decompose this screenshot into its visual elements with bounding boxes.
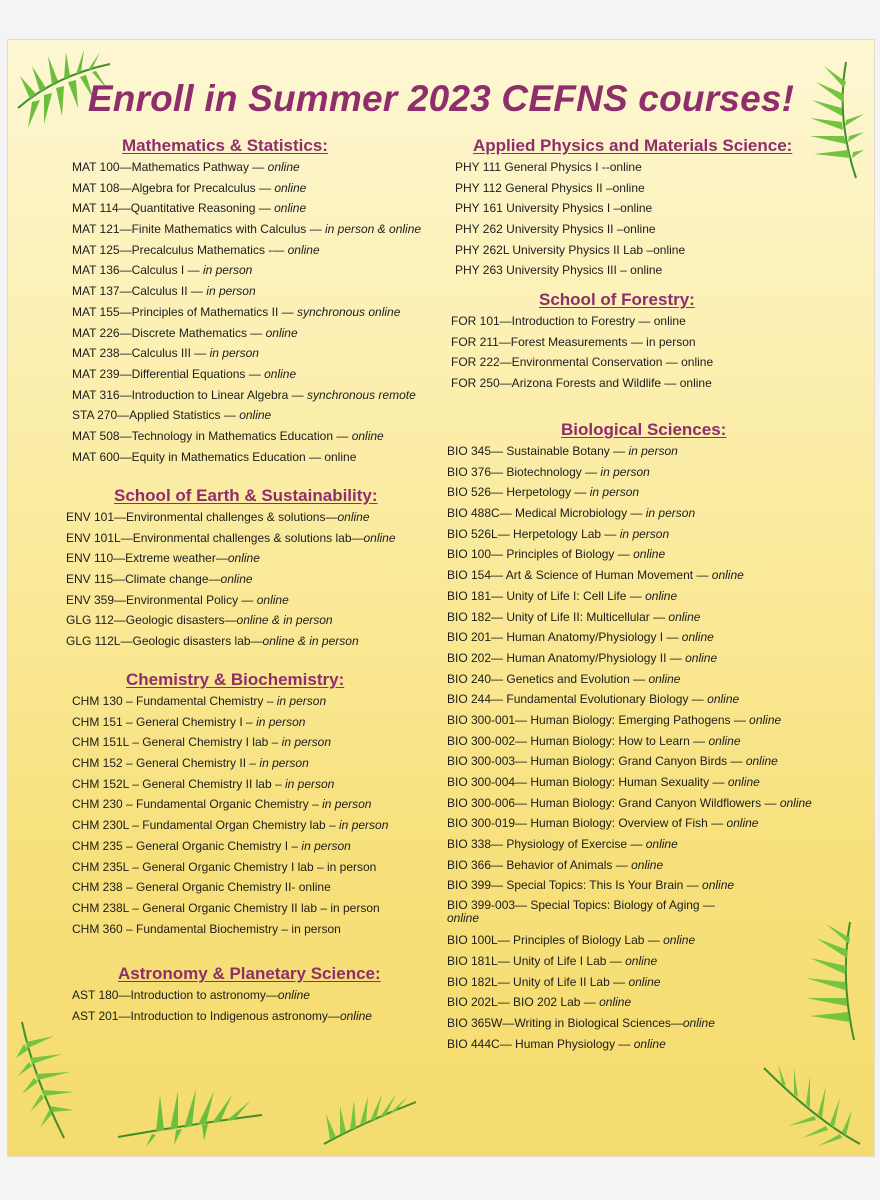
course-name: BIO 240— Genetics and Evolution — [447,671,649,686]
course-item [72,794,388,815]
course-name: CHM 235 – General Organic Chemistry I – [72,838,302,853]
section-astronomy [72,964,381,1026]
course-item [72,302,421,323]
course-name: CHM 238 – General Organic Chemistry II- online [72,880,331,895]
course-item [447,648,812,669]
course-delivery-mode: online [264,366,297,381]
course-name: BIO 444C— Human Physiology — [447,1036,634,1051]
section-mathematics [72,136,421,467]
course-name: BIO 202— Human Anatomy/Physiology II — [447,650,686,665]
course-name: CHM 360 – Fundamental Biochemistry – in person [72,921,341,936]
course-item [455,178,792,199]
course-item [72,385,421,406]
course-item [447,503,812,524]
course-delivery-mode: online [711,568,744,583]
course-delivery-mode: online & in person [262,634,359,649]
course-delivery-mode: online [351,428,384,443]
course-item [72,343,421,364]
course-item [447,1013,812,1034]
course-name: CHM 152L – General Chemistry II lab – [72,776,285,791]
course-item [447,813,812,834]
course-delivery-mode: in person [322,797,372,812]
course-name: MAT 239—Differential Equations — [72,366,265,381]
course-name: CHM 230L – Fundamental Organ Chemistry lab – [72,818,340,833]
course-delivery-mode: online [256,592,289,607]
course-delivery-mode: online [628,974,661,989]
course-delivery-mode: online [625,953,658,968]
course-name: MAT 155—Principles of Mathematics II — [72,304,297,319]
course-name: FOR 101—Introduction to Forestry — online [451,314,686,328]
course-item [447,544,812,565]
course-delivery-mode: online [726,816,759,831]
course-name: CHM 151 – General Chemistry I – [72,714,257,729]
course-name: BIO 399-003— Special Topics: Biology of Aging — [447,898,715,913]
section-chemistry [72,670,388,939]
palm-leaf-bottom-center [320,1090,420,1148]
course-item [447,524,812,545]
course-delivery-mode: in person [209,346,259,361]
course-name: MAT 137—Calculus II — [72,284,207,299]
course-item [72,240,421,261]
course-item [447,586,812,607]
course-item [66,631,396,652]
course-item [447,992,812,1013]
course-name: BIO 376— Biotechnology — [447,464,601,479]
course-name: BIO 154— Art & Science of Human Movement — [447,568,712,583]
course-delivery-mode: online [633,1036,666,1051]
course-item [72,732,388,753]
course-item [72,712,388,733]
section-heading: Applied Physics and Materials Science: [473,136,793,155]
course-item [451,332,713,353]
course-name: ENV 101—Environmental challenges & solutions— [66,510,338,524]
course-name: FOR 211—Forest Measurements — in person [451,334,696,349]
course-name: BIO 100— Principles of Biology — [447,547,634,562]
course-name: BIO 300-019— Human Biology: Overview of Fish — [447,816,727,831]
course-name: CHM 130 – Fundamental Chemistry – [72,694,277,708]
course-name: MAT 600—Equity in Mathematics Education — online [72,449,357,464]
course-name: BIO 201— Human Anatomy/Physiology I — [447,630,682,645]
course-item [451,352,713,373]
course-item [72,405,421,426]
course-name: BIO 300-002— Human Biology: How to Learn — [447,733,709,748]
course-delivery-mode: online [227,551,260,566]
palm-leaf-bottom-center-left [116,1085,266,1147]
course-delivery-mode: in person [600,464,650,479]
course-delivery-mode: online & in person [236,613,333,628]
course-name: BIO 182L— Unity of Life II Lab — [447,974,629,989]
course-item [72,426,421,447]
course-delivery-mode: online [645,588,678,603]
course-flyer [8,40,874,1156]
course-delivery-mode: online [682,1015,715,1030]
course-name: CHM 235L – General Organic Chemistry I lab – in person [72,859,377,874]
course-item [72,919,388,940]
course-item [447,441,812,462]
course-item [72,877,388,898]
section-heading: Astronomy & Planetary Science: [118,964,381,983]
course-item [72,219,421,240]
course-delivery-mode: in person [301,838,351,853]
palm-leaf-top-right [806,58,866,183]
course-item [447,710,812,731]
course-name: MAT 114—Quantitative Reasoning — [72,201,275,216]
section-heading: Chemistry & Biochemistry: [126,670,345,689]
course-name: MAT 108—Algebra for Precalculus — [72,180,275,195]
course-item [66,528,396,549]
course-delivery-mode: online [749,712,782,727]
course-name: ENV 110—Extreme weather— [66,551,228,566]
course-item [72,898,388,919]
course-name: PHY 263 University Physics III – online [455,263,663,278]
course-name: MAT 508—Technology in Mathematics Education — [72,428,352,443]
section-forestry [451,290,713,394]
course-item [72,198,421,219]
course-name: MAT 316—Introduction to Linear Algebra — [72,387,308,402]
course-item [447,462,812,483]
course-delivery-mode: in person [339,818,389,833]
course-item [451,311,713,332]
course-name: BIO 345— Sustainable Botany — [447,444,629,458]
course-item [72,753,388,774]
course-item [447,972,812,993]
course-name: BIO 338— Physiology of Exercise — [447,837,646,852]
course-item [72,836,388,857]
course-name: GLG 112—Geologic disasters— [66,613,237,628]
course-name: MAT 136—Calculus I — [72,263,203,278]
course-item [455,260,792,281]
course-delivery-mode: in person [256,714,306,729]
course-name: STA 270—Applied Statistics — [72,408,240,423]
course-delivery-mode: online [599,995,632,1010]
course-delivery-mode: online [745,754,778,769]
course-name: CHM 152 – General Chemistry II – [72,756,260,771]
course-item [447,669,812,690]
course-item [447,482,812,503]
course-name: FOR 222—Environmental Conservation — online [451,355,714,370]
course-name: BIO 300-006— Human Biology: Grand Canyon Wildflowers — [447,795,780,810]
course-delivery-mode: in person [645,506,696,521]
course-name: AST 201—Introduction to Indigenous astronomy— [72,1008,340,1023]
course-item [72,985,381,1006]
course-name: MAT 238—Calculus III — [72,346,210,361]
course-name: PHY 262L University Physics II Lab –online [455,242,686,257]
course-item [66,610,396,631]
course-delivery-mode: online [274,180,307,195]
course-item [72,323,421,344]
course-delivery-mode: in person [276,694,327,708]
course-delivery-mode: online [363,530,396,545]
course-delivery-mode: online [447,911,480,926]
course-delivery-mode: online [239,408,272,423]
course-delivery-mode: online [277,988,310,1002]
course-name: BIO 244— Fundamental Evolutionary Biology — [447,692,708,707]
course-item [72,157,421,178]
course-name: BIO 182— Unity of Life II: Multicellular — [447,609,669,624]
course-delivery-mode: online [339,1008,372,1023]
course-name: BIO 399— Special Topics: This Is Your Brain — [447,878,703,893]
course-delivery-mode: online [708,733,741,748]
palm-leaf-bottom-right [756,1060,864,1150]
course-delivery-mode: in person & online [324,222,422,237]
course-item [72,691,388,712]
course-name: BIO 488C— Medical Microbiology — [447,506,646,521]
course-name: AST 180—Introduction to astronomy— [72,988,278,1002]
course-delivery-mode: in person [202,263,253,278]
course-item [447,1034,812,1055]
course-name: BIO 181L— Unity of Life I Lab — [447,953,626,968]
section-heading: Biological Sciences: [561,420,727,439]
section-physics [455,136,792,281]
section-earth-sustainability [66,486,396,652]
course-delivery-mode: in person [259,756,309,771]
flyer-title: Enroll in Summer 2023 CEFNS courses! [87,78,795,119]
course-name: MAT 125—Precalculus Mathematics -— [72,242,288,257]
course-item [66,569,396,590]
course-item [66,507,396,528]
course-delivery-mode: online [265,325,298,340]
course-item [72,364,421,385]
course-name: GLG 112L—Geologic disasters lab— [66,634,263,649]
course-name: FOR 250—Arizona Forests and Wildlife — online [451,376,712,391]
course-item [72,260,421,281]
section-heading: School of Forestry: [539,290,695,309]
course-item [447,793,812,814]
course-name: CHM 238L – General Organic Chemistry II lab – in person [72,900,380,915]
course-name: BIO 526L— Herpetology Lab — [447,526,620,541]
course-name: MAT 121—Finite Mathematics with Calculus — [72,222,325,237]
course-delivery-mode: online [663,933,696,948]
course-item [447,834,812,855]
course-delivery-mode: online [681,630,714,645]
course-delivery-mode: online [707,692,740,707]
section-biological-sciences [447,420,812,1054]
course-name: MAT 100—Mathematics Pathway — [72,160,268,174]
course-name: PHY 112 General Physics II –online [455,180,645,195]
course-item [447,731,812,752]
course-item [72,815,388,836]
course-item [72,178,421,199]
course-delivery-mode: in person [619,526,670,541]
course-item [447,607,812,628]
course-name: CHM 230 – Fundamental Organic Chemistry – [72,797,323,812]
palm-leaf-bottom-left [14,1018,76,1143]
course-delivery-mode: online [337,510,370,524]
course-item [447,951,812,972]
course-delivery-mode: synchronous online [296,304,401,319]
course-item [447,875,812,896]
course-item [72,857,388,878]
course-item [72,774,388,795]
course-delivery-mode: online [727,775,760,789]
course-item [455,240,792,261]
course-item [72,1006,381,1027]
section-heading: School of Earth & Sustainability: [114,486,378,505]
course-delivery-mode: online [779,795,812,810]
course-item [447,627,812,648]
course-item [447,930,812,951]
course-name: BIO 300-004— Human Biology: Human Sexuality — [447,775,728,789]
course-delivery-mode: online [274,201,307,216]
course-delivery-mode: online [648,671,681,686]
course-delivery-mode: online [685,650,718,665]
course-delivery-mode: online [702,878,735,893]
course-name: BIO 300-001— Human Biology: Emerging Pathogens — [447,712,750,727]
course-item [447,772,812,793]
course-delivery-mode: in person [589,485,640,500]
course-delivery-mode: in person [206,284,256,299]
course-name: ENV 359—Environmental Policy — [66,592,257,607]
course-delivery-mode: in person [284,776,335,791]
course-delivery-mode: online [287,242,320,257]
course-item [451,373,713,394]
course-delivery-mode: online [267,160,300,174]
course-name: BIO 100L— Principles of Biology Lab — [447,933,664,948]
course-item [447,689,812,710]
course-name: ENV 115—Climate change— [66,572,221,587]
course-delivery-mode: online [631,857,664,872]
course-name: BIO 202L— BIO 202 Lab — [447,995,600,1010]
course-delivery-mode: online [220,572,253,587]
course-name: BIO 366— Behavior of Animals — [447,857,632,872]
course-name: CHM 151L – General Chemistry I lab – [72,735,282,750]
course-item [66,590,396,611]
course-item [447,855,812,876]
course-name: PHY 161 University Physics I –online [455,201,653,216]
course-item [455,157,792,178]
course-name: PHY 111 General Physics I --online [455,160,642,174]
course-item [455,198,792,219]
section-heading: Mathematics & Statistics: [122,136,328,155]
course-name: MAT 226—Discrete Mathematics — [72,325,266,340]
course-name: BIO 365W—Writing in Biological Sciences— [447,1015,683,1030]
course-delivery-mode: synchronous remote [307,387,416,402]
course-delivery-mode: in person [281,735,332,750]
course-delivery-mode: online [668,609,701,624]
course-item [455,219,792,240]
course-item [447,751,812,772]
course-name: BIO 526— Herpetology — [447,485,590,500]
course-delivery-mode: online [645,837,678,852]
course-item [66,548,396,569]
course-item [72,447,421,468]
course-delivery-mode: in person [628,444,678,458]
course-name: BIO 300-003— Human Biology: Grand Canyon Birds — [447,754,746,769]
course-name: PHY 262 University Physics II –online [455,222,656,237]
course-name: BIO 181— Unity of Life I: Cell Life — [447,588,646,603]
course-item [72,281,421,302]
course-name: ENV 101L—Environmental challenges & solutions lab— [66,530,364,545]
course-item [447,899,812,925]
course-delivery-mode: online [633,547,666,562]
course-item [447,565,812,586]
